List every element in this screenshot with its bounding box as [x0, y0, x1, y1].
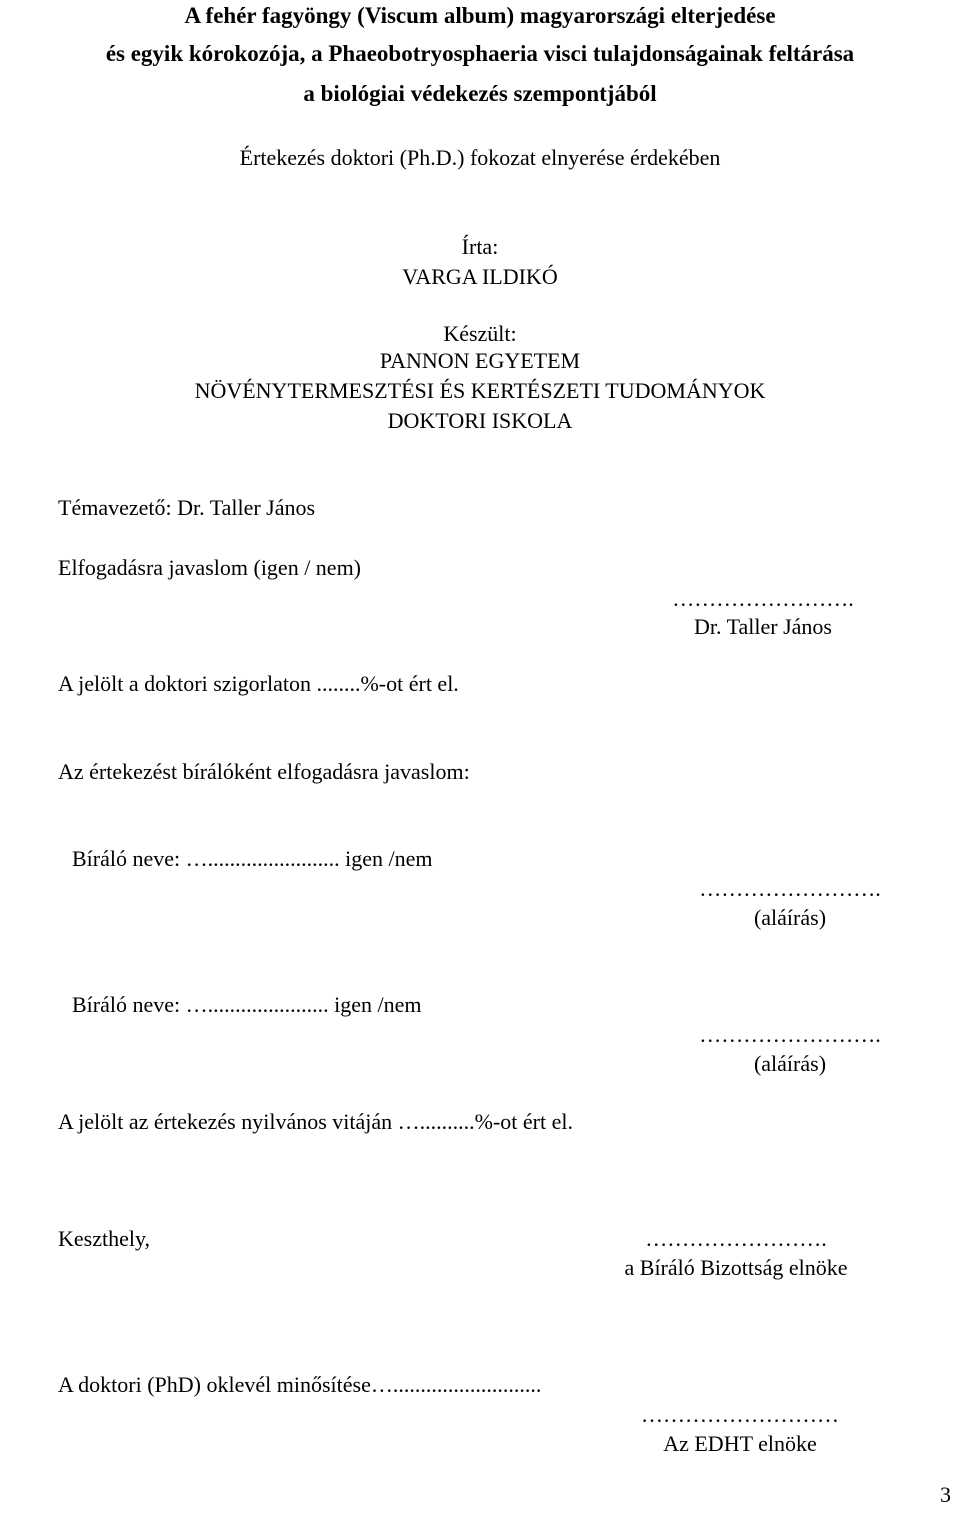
- institution-line-2: NÖVÉNYTERMESZTÉSI ÉS KERTÉSZETI TUDOMÁNYOK: [194, 378, 766, 403]
- author-label: Írta:: [461, 234, 499, 259]
- reviewer-1-signature-dots: …………………….: [699, 876, 881, 901]
- supervisor-text: Témavezető: Dr. Taller János: [58, 495, 316, 520]
- defense-result: A jelölt az értekezés nyilvános vitáján …..........%-ot ért el.: [58, 1109, 574, 1134]
- title-line-2: és egyik kórokozója, a Phaeobotryosphaeria visci tulajdonságainak feltárása: [105, 41, 855, 66]
- title-line-3: a biológiai védekezés szempontjából: [303, 81, 657, 106]
- place-text: Keszthely,: [58, 1226, 151, 1251]
- exam-result: A jelölt a doktori szigorlaton ........%-ot ért el.: [58, 671, 459, 696]
- reviewer-1-signature-caption: (aláírás): [753, 905, 827, 930]
- supervisor-signature-name: Dr. Taller János: [694, 614, 832, 639]
- institution-line-3: DOKTORI ISKOLA: [387, 408, 573, 433]
- committee-signature-caption: a Bíráló Bizottság elnöke: [624, 1255, 848, 1280]
- diploma-text: A doktori (PhD) oklevél minősítése…...........................: [58, 1372, 542, 1397]
- supervisor-recommend: Elfogadásra javaslom (igen / nem): [58, 555, 362, 580]
- page-number: 3: [940, 1482, 951, 1507]
- subtitle: Értekezés doktori (Ph.D.) fokozat elnyerése érdekében: [239, 145, 721, 170]
- institution-line-1: PANNON EGYETEM: [379, 348, 581, 373]
- edht-signature-dots: ………………………: [641, 1402, 839, 1427]
- author-name: VARGA ILDIKÓ: [402, 264, 558, 289]
- institution-label: Készült:: [443, 321, 517, 346]
- reviewers-intro: Az értekezést bírálóként elfogadásra javaslom:: [58, 759, 470, 784]
- committee-signature-dots: …………………….: [645, 1226, 827, 1251]
- reviewer-1-line: Bíráló neve: …........................ igen /nem: [72, 846, 433, 871]
- edht-signature-caption: Az EDHT elnöke: [663, 1431, 817, 1456]
- reviewer-2-signature-caption: (aláírás): [753, 1051, 827, 1076]
- supervisor-signature-dots: …………………….: [672, 586, 854, 611]
- title-line-1: A fehér fagyöngy (Viscum album) magyarországi elterjedése: [184, 3, 776, 28]
- reviewer-2-signature-dots: …………………….: [699, 1022, 881, 1047]
- reviewer-2-line: Bíráló neve: …...................... igen /nem: [72, 992, 422, 1017]
